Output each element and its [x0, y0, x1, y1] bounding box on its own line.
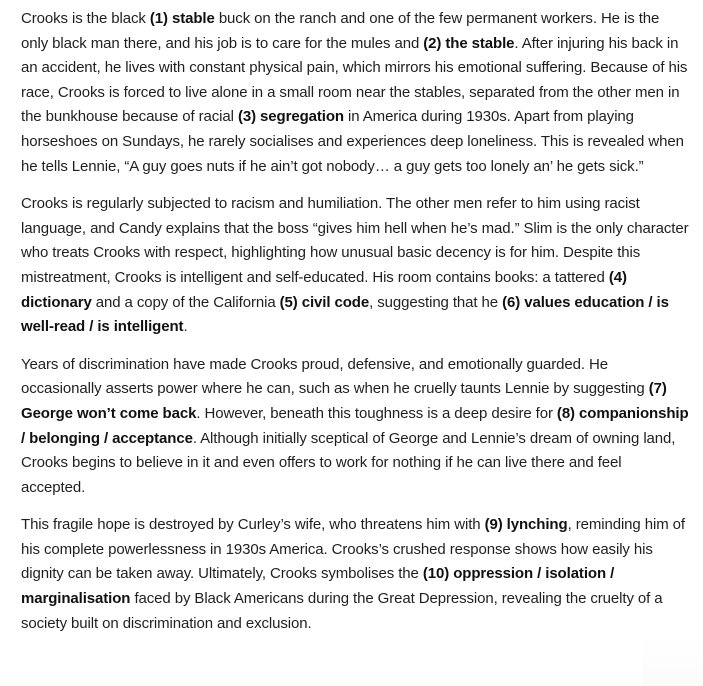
answer-6: (6) values education / is well-read / is intelligent: [21, 293, 669, 336]
text-run: in America during 1930s. Apart from playing horseshoes on Sundays, he rarely socialises and experiences deep loneliness. This is revealed when he tells Lennie, “A guy goes nuts if he ain’t got nobody… a guy gets too lonely an’ he gets sick.”: [21, 108, 684, 175]
text-run: . After injuring his back in an accident, he lives with constant physical pain, which mirrors his emotional suffering. Because of his race, Crooks is forced to live alone in a small room near the stables, separated from the other men in the bunkhouse because of racial: [21, 34, 688, 126]
text-run: and a copy of the California: [91, 293, 280, 311]
text-run: Crooks is the black: [21, 10, 150, 27]
paragraph-1: [21, 7, 689, 179]
text-run: , reminding him of his complete powerlessness in 1930s America. Crooks’s crushed response shows how easily his dignity can be taken away. Ultimately, Crooks symbolises the: [21, 516, 685, 583]
answer-8: (8) companionship / belonging / acceptance: [21, 404, 689, 447]
answer-7: (7) George won’t come back: [21, 380, 667, 422]
text-run: Years of discrimination have made Crooks proud, defensive, and emotionally guarded. He occasionally asserts power where he can, such as when he cruelly taunts Lennie by suggesting: [21, 355, 649, 398]
text-run: .: [183, 318, 188, 336]
answer-4: (4) dictionary: [21, 268, 627, 311]
text-run: , suggesting that he: [369, 293, 503, 311]
text-run: . Although initially sceptical of George and Lennie’s dream of owning land, Crooks begins to believe in it and even offers to work for nothing if he can live there and feel accepted.: [21, 429, 676, 496]
answer-3: (3) segregation: [237, 108, 344, 126]
answer-2: (2) the stable: [423, 34, 515, 52]
text-run: Crooks is regularly subjected to racism and humiliation. The other men refer to him using racist language, and Candy explains that the boss “gives him hell when he’s mad.” Slim is the only character who treats Crooks with respect, highlighting how unusual basic decency is for him. Despite this mistreatment, Crooks is intelligent and self-educated. His room contains books: a tattered: [21, 195, 689, 286]
text-run: This fragile hope is destroyed by Curley’s wife, who threatens him with: [21, 516, 485, 534]
answer-9: (9) lynching: [484, 516, 568, 534]
text-run: buck on the ranch and one of the few permanent workers. He is the only black man there, and his job is to care for the mules and: [21, 10, 660, 52]
answer-5: (5) civil code: [279, 293, 370, 311]
answer-10: (10) oppression / isolation / marginalisation: [21, 565, 615, 608]
corner-shade: [643, 636, 703, 686]
answer-1: (1) stable: [149, 10, 215, 27]
paragraph-3: [21, 353, 689, 501]
paragraph-4: [21, 513, 689, 636]
text-run: faced by Black Americans during the Great Depression, revealing the cruelty of a society built on discrimination and exclusion.: [21, 590, 663, 632]
text-run: . However, beneath this toughness is a deep desire for: [196, 404, 557, 422]
paragraph-2: [21, 192, 689, 340]
